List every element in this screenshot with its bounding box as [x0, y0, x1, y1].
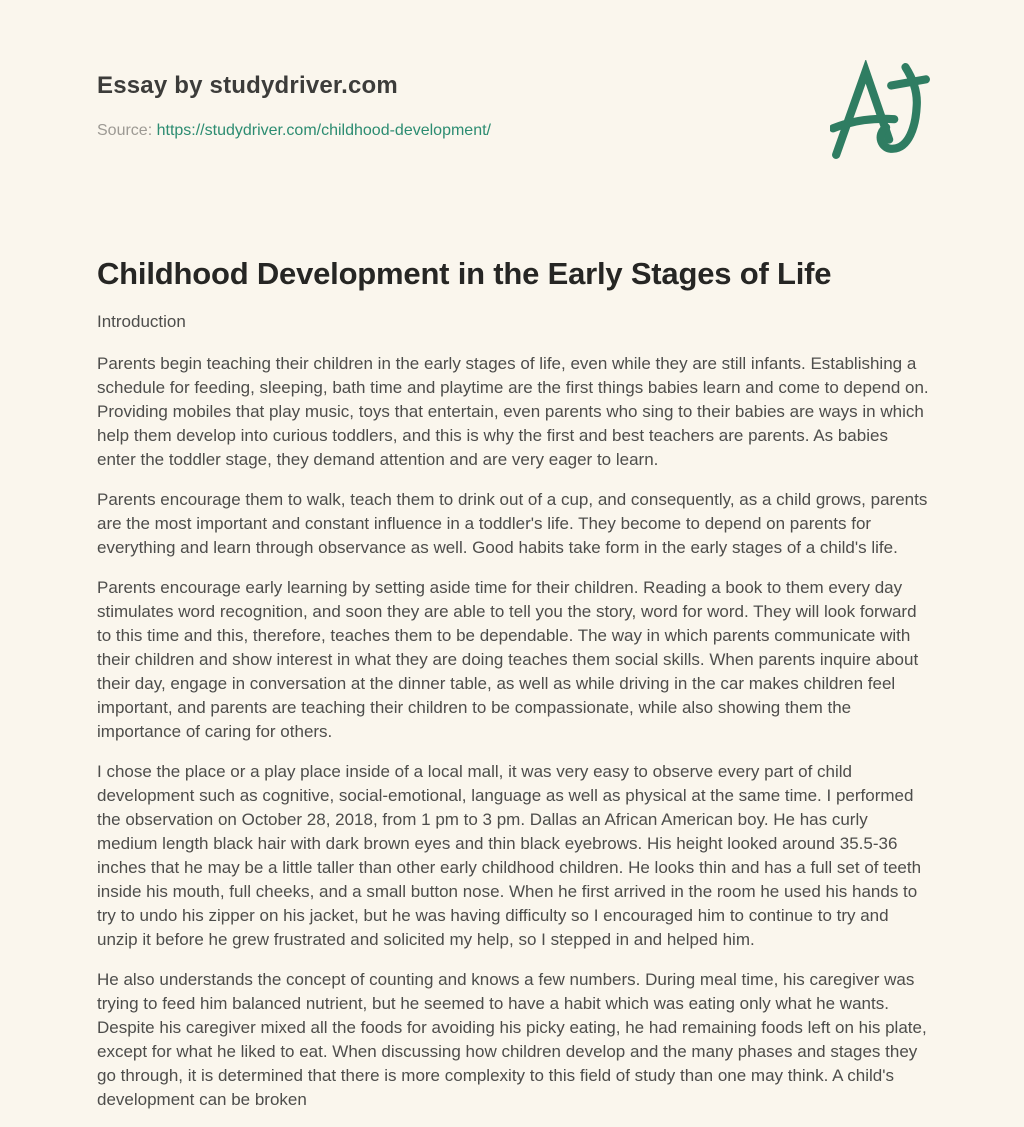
a-plus-logo-icon	[830, 60, 932, 162]
header-title: Essay by studydriver.com	[97, 72, 398, 99]
source-label: Source:	[97, 122, 153, 139]
essay-paragraph-3: Parents encourage early learning by setting aside time for their children. Reading a book to them every day stimulates word recognition, and soon they are able to tell you the story, word for word. They will look forward to this time and this, therefore, teaches them to be dependable. The way in which parents communicate with their children and show interest in what they are doing teaches them social skills. When parents inquire about their day, engage in conversation at the dinner table, as well as while driving in the car makes children feel important, and parents are teaching their children to be compassionate, while also showing them the importance of caring for others.	[97, 578, 919, 741]
source-link[interactable]: https://studydriver.com/childhood-development/	[156, 122, 491, 139]
essay-title: Childhood Development in the Early Stages of Life	[97, 256, 832, 291]
essay-paragraph-5: He also understands the concept of counting and knows a few numbers. During meal time, his caregiver was trying to feed him balanced nutrient, but he seemed to have a habit which was eating only what he wants. Despite his caregiver mixed all the foods for avoiding his picky eating, he had remaining foods left on his plate, except for what he liked to eat. When discussing how children develop and the many phases and stages they go through, it is determined that there is more complexity to this field of study than one may think. A child's development can be broken	[97, 970, 927, 1109]
page-header	[97, 72, 928, 142]
essay-paragraph-4: I chose the place or a play place inside of a local mall, it was very easy to observe every part of child development such as cognitive, social-emotional, language as well as physical at the same time. I performed the observation on October 28, 2018, from 1 pm to 3 pm. Dallas an African American boy. He has curly medium length black hair with dark brown eyes and thin black eyebrows. His height looked around 35.5-36 inches that he may be a little taller than other early childhood children. He looks thin and has a full set of teeth inside his mouth, full cheeks, and a small button nose. When he first arrived in the room he used his hands to try to undo his zipper on his jacket, but he was having difficulty so I encouraged him to continue to try and unzip it before he grew frustrated and solicited my help, so I stepped in and helped him.	[97, 762, 922, 949]
essay-paragraph-2: Parents encourage them to walk, teach them to drink out of a cup, and consequently, as a child grows, parents are the most important and constant influence in a toddler's life. They become to depend on parents for everything and learn through observance as well. Good habits take form in the early stages of a child's life.	[97, 490, 928, 557]
essay-paragraph-1: Parents begin teaching their children in the early stages of life, even while they are still infants. Establishing a schedule for feeding, sleeping, bath time and playtime are the first things babies learn and come to depend on. Providing mobiles that play music, toys that entertain, even parents who sing to their babies are ways in which help them develop into curious toddlers, and this is why the first and best teachers are parents. As babies enter the toddler stage, they demand attention and are very eager to learn.	[97, 354, 929, 469]
source-line	[97, 120, 928, 142]
essay-content	[97, 254, 928, 1112]
intro-heading: Introduction	[97, 312, 186, 331]
